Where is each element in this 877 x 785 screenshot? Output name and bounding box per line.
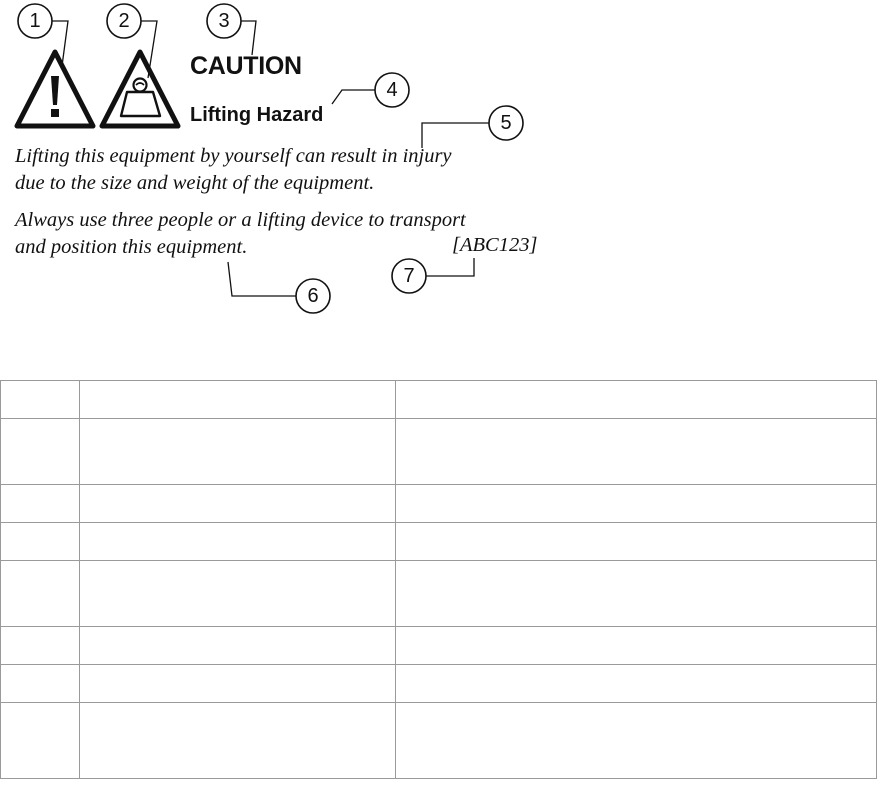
callout-number-1: 1 [29, 10, 41, 32]
table-row [1, 561, 877, 627]
table-cell [396, 665, 877, 703]
exclamation-warning-icon [17, 52, 93, 126]
table-cell [80, 703, 396, 779]
table-cell [80, 561, 396, 627]
callout-number-6: 6 [307, 285, 319, 307]
table-row [1, 627, 877, 665]
table-cell [80, 485, 396, 523]
table-row [1, 485, 877, 523]
table-cell [396, 523, 877, 561]
table-row [1, 665, 877, 703]
hazard-title: Lifting Hazard [190, 104, 324, 126]
table-cell [396, 485, 877, 523]
message-line: Always use three people or a lifting device to transport [15, 209, 466, 231]
table-cell [396, 627, 877, 665]
callout-number-2: 2 [118, 10, 130, 32]
table-cell [1, 523, 80, 561]
table-cell [80, 665, 396, 703]
callout-number-7: 7 [403, 265, 415, 287]
table-cell [80, 419, 396, 485]
message-line: and position this equipment. [15, 236, 248, 258]
callout-number-3: 3 [218, 10, 230, 32]
message-line: Lifting this equipment by yourself can result in injury [15, 145, 452, 167]
message-line: due to the size and weight of the equipment. [15, 172, 375, 194]
table-cell [396, 419, 877, 485]
callout-number-5: 5 [500, 112, 512, 134]
leader-3 [241, 21, 256, 55]
table-cell [396, 703, 877, 779]
table-row [1, 523, 877, 561]
table-cell [1, 485, 80, 523]
table-cell [396, 561, 877, 627]
signal-word: CAUTION [190, 52, 302, 80]
table-cell [1, 627, 80, 665]
table-cell [396, 381, 877, 419]
safety-label-figure [0, 0, 877, 330]
callout-legend-table [0, 380, 877, 779]
leader-6 [228, 262, 296, 296]
table-row [1, 381, 877, 419]
hazard-message-consequence [15, 143, 452, 197]
identification-code: [ABC123] [452, 234, 538, 256]
table-row [1, 419, 877, 485]
table-cell [1, 665, 80, 703]
heavy-weight-hazard-icon [102, 52, 178, 126]
table-cell [80, 523, 396, 561]
leader-4 [332, 90, 375, 104]
table-cell [80, 627, 396, 665]
table-cell [1, 561, 80, 627]
callout-number-4: 4 [386, 79, 398, 101]
table-cell [1, 419, 80, 485]
table-cell [80, 381, 396, 419]
table-cell [1, 381, 80, 419]
table-row [1, 703, 877, 779]
table-cell [1, 703, 80, 779]
hazard-message-avoidance [15, 207, 466, 261]
